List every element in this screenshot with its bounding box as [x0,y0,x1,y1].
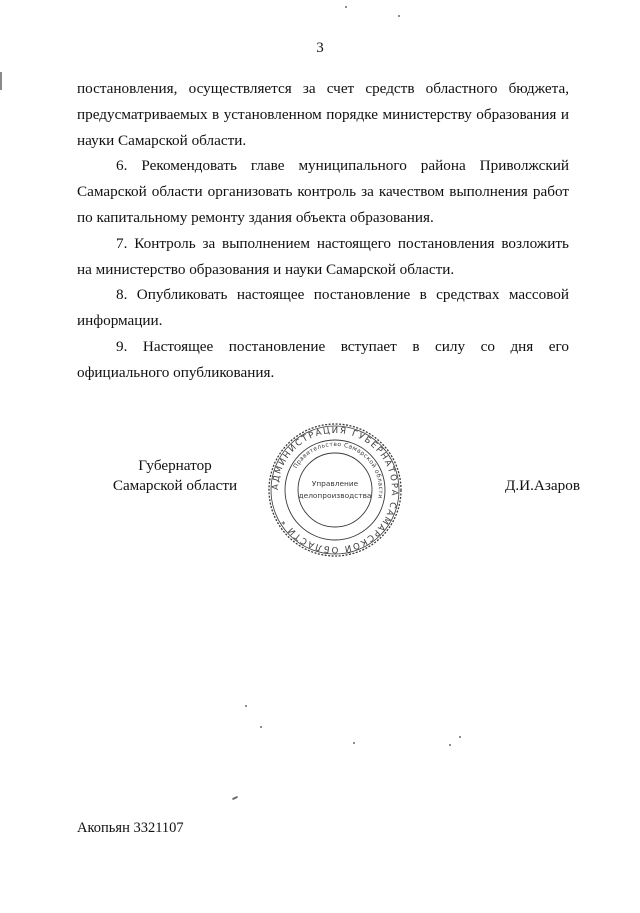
scan-speck [260,726,262,728]
scan-speck [398,15,400,17]
signatory-name: Д.И.Азаров [505,477,580,494]
signatory-title-line2: Самарской области [112,477,238,494]
scan-speck [459,736,461,738]
paragraph-6: 6. Рекомендовать главе муниципального района Приволжский Самарской области организовать контроль за качеством выполнения работ по капитальному ремонту здания объекта образования. [77,157,569,226]
scan-speck [345,6,347,8]
paragraph-continuation: постановления, осуществляется за счет средств областного бюджета, предусматриваемых в установленном порядке министерству образования и науки Самарской области. [77,80,569,149]
signatory-title-line1: Губернатор [138,457,212,474]
page-number: 3 [316,40,324,56]
scan-edge-mark [0,72,2,90]
stamp-inner-text: Правительство Самарской области [292,440,385,500]
scan-speck [449,744,451,746]
paragraph-8: 8. Опубликовать настоящее постановление в средствах массовой информации. [77,286,569,330]
stamp-center-line1: Управление [311,479,359,488]
official-stamp [267,422,403,558]
scan-speck [232,796,238,800]
stamp-outer-text: АДМИНИСТРАЦИЯ ГУБЕРНАТОРА САМАРСКОЙ ОБЛАСТИ * [270,425,400,555]
scan-speck [245,705,247,707]
document-body [77,76,569,386]
paragraph-7: 7. Контроль за выполнением настоящего постановления возложить на министерство образования и науки Самарской области. [77,234,569,278]
executor-contact: Акопьян 3321107 [77,820,184,836]
paragraph-9: 9. Настоящее постановление вступает в силу со дня его официального опубликования. [77,337,569,381]
signatory-title [100,456,250,496]
stamp-center-line2: делопроизводства [298,491,372,500]
scan-speck [353,742,355,744]
